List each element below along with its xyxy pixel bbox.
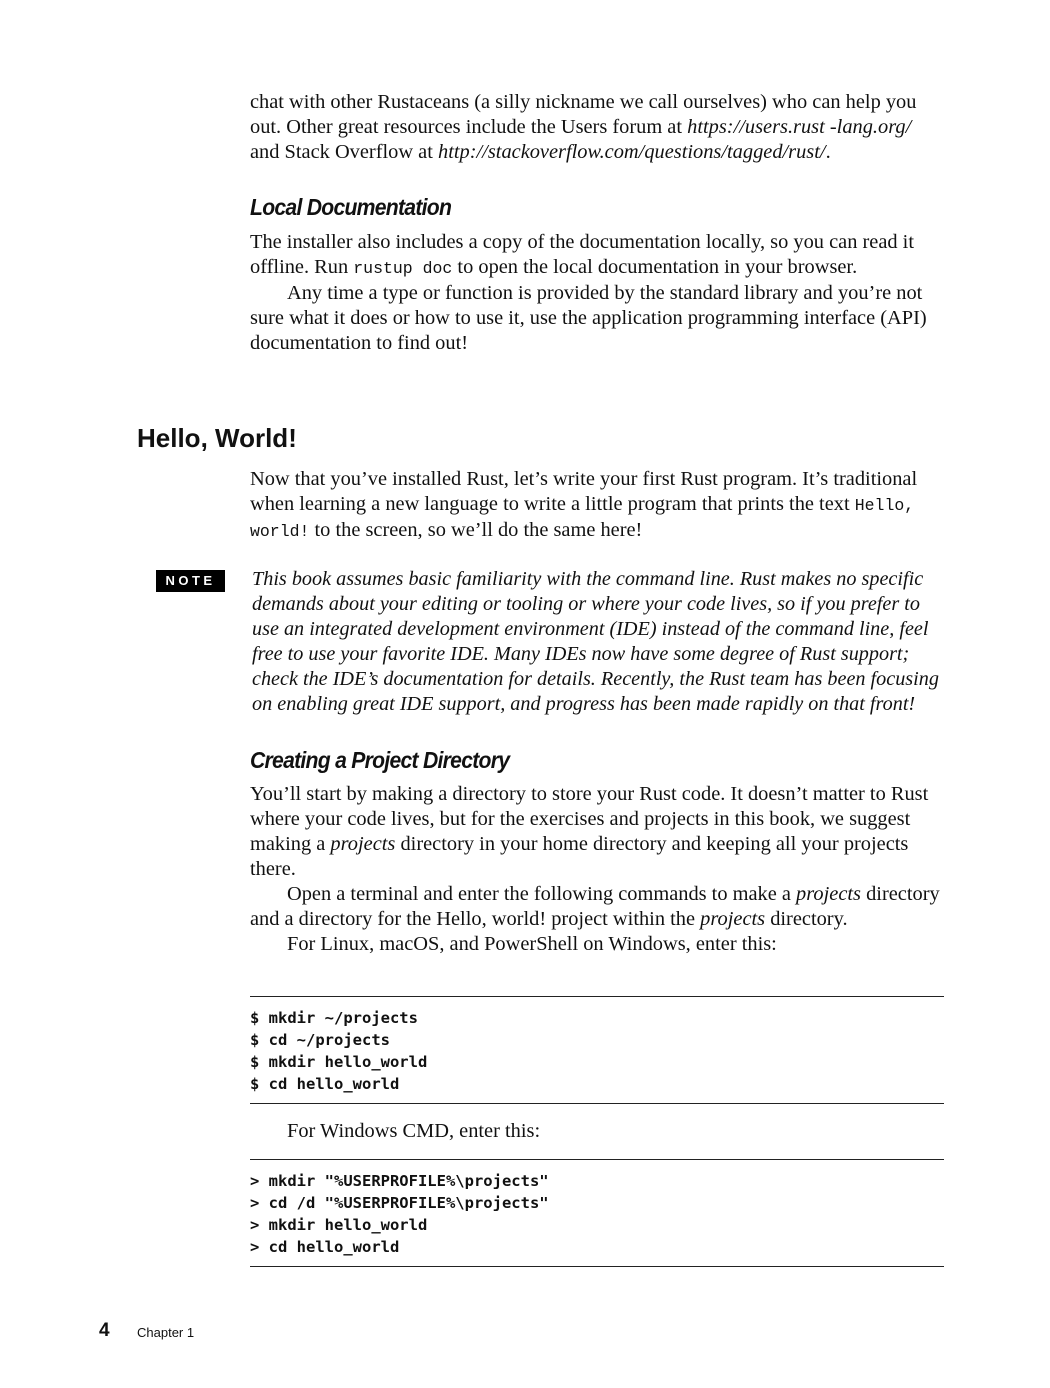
code-line: > mkdir "%USERPROFILE%\projects" bbox=[250, 1172, 549, 1190]
code-line: $ mkdir ~/projects bbox=[250, 1009, 418, 1027]
rustup-doc-code: rustup doc bbox=[353, 259, 453, 278]
note-text: This book assumes basic familiarity with the command line. Rust makes no specific demands about your editing or tooling or where your code lives, so if you prefer to use an integrated development environment (IDE) instead of the command line, feel free to use your favorite IDE. Many IDEs now have some degree of Rust support; check the IDE’s documentation for details. Recently, the Rust team has been focusing on enabling great IDE support, and progress has been made rapidly on that front! bbox=[252, 568, 939, 715]
note-badge: NOTE bbox=[156, 570, 225, 592]
hello-world-text-1: Now that you’ve installed Rust, let’s write your first Rust program. It’s traditional when learning a new language to write a little program that prints the text bbox=[250, 468, 918, 515]
windows-intro-block bbox=[250, 1119, 942, 1144]
local-docs-text-1: The installer also includes a copy of the documentation locally, so you can read it offline. Run bbox=[250, 231, 914, 278]
hello-world-paragraph bbox=[250, 467, 942, 544]
hello-world-code: Hello, world! bbox=[250, 496, 915, 541]
page-number: 4 bbox=[99, 1320, 110, 1341]
project-dir-paragraph-2 bbox=[250, 882, 942, 932]
local-docs-paragraph-2: Any time a type or function is provided by the standard library and you’re not sure what it does or how to use it, use the application programming interface (API) documentation to find out! bbox=[250, 282, 927, 354]
windows-code-listing bbox=[250, 1159, 944, 1267]
project-dir-text-4: directory and a directory for the Hello, world! project within the bbox=[250, 883, 940, 930]
local-docs-text-2: to open the local documentation in your browser. bbox=[452, 256, 858, 278]
projects-emphasis-2: projects bbox=[796, 883, 861, 905]
code-line: $ cd hello_world bbox=[250, 1075, 400, 1093]
project-dir-text-1: You’ll start by making a directory to store your Rust code. It doesn’t matter to Rust where your code lives, but for the exercises and projects in this book, we suggest making a bbox=[250, 783, 929, 855]
intro-text-2: and Stack Overflow at bbox=[250, 141, 438, 163]
users-forum-link[interactable]: https://users.rust -lang.org/ bbox=[687, 116, 912, 138]
intro-paragraph bbox=[250, 90, 942, 165]
project-dir-paragraph-3: For Linux, macOS, and PowerShell on Windows, enter this: bbox=[287, 933, 777, 955]
code-line: > cd /d "%USERPROFILE%\projects" bbox=[250, 1194, 549, 1212]
local-documentation-heading: Local Documentation bbox=[250, 194, 452, 220]
project-dir-text-5: directory. bbox=[765, 908, 848, 930]
unix-code-listing bbox=[250, 996, 944, 1104]
projects-emphasis-1: projects bbox=[330, 833, 396, 855]
hello-world-heading: Hello, World! bbox=[137, 423, 297, 453]
intro-text-1: chat with other Rustaceans (a silly nickname we call ourselves) who can help you out. Other great resources include the Users forum at bbox=[250, 91, 917, 138]
hello-world-text-2: to the screen, so we’ll do the same here! bbox=[309, 519, 643, 541]
code-line: $ mkdir hello_world bbox=[250, 1053, 428, 1071]
code-line: > cd hello_world bbox=[250, 1238, 400, 1256]
stackoverflow-link[interactable]: http://stackoverflow.com/questions/tagged/rust/ bbox=[438, 141, 826, 163]
hello-world-block bbox=[250, 467, 942, 544]
code-line: > mkdir hello_world bbox=[250, 1216, 428, 1234]
intro-text-3: . bbox=[825, 141, 831, 163]
project-dir-block bbox=[250, 782, 942, 957]
local-docs-paragraph-1 bbox=[250, 230, 942, 281]
project-dir-paragraph-1 bbox=[250, 782, 942, 882]
projects-emphasis-3: projects bbox=[700, 908, 766, 930]
project-dir-paragraph-4: For Windows CMD, enter this: bbox=[287, 1120, 541, 1142]
project-dir-text-3: Open a terminal and enter the following commands to make a bbox=[287, 883, 797, 905]
local-docs-block bbox=[250, 230, 942, 356]
chapter-label: Chapter 1 bbox=[137, 1325, 195, 1340]
project-directory-heading: Creating a Project Directory bbox=[250, 747, 510, 773]
project-dir-text-2: directory in your home directory and keeping all your projects there. bbox=[250, 833, 909, 880]
code-line: $ cd ~/projects bbox=[250, 1031, 390, 1049]
intro-paragraph-block bbox=[250, 90, 942, 165]
